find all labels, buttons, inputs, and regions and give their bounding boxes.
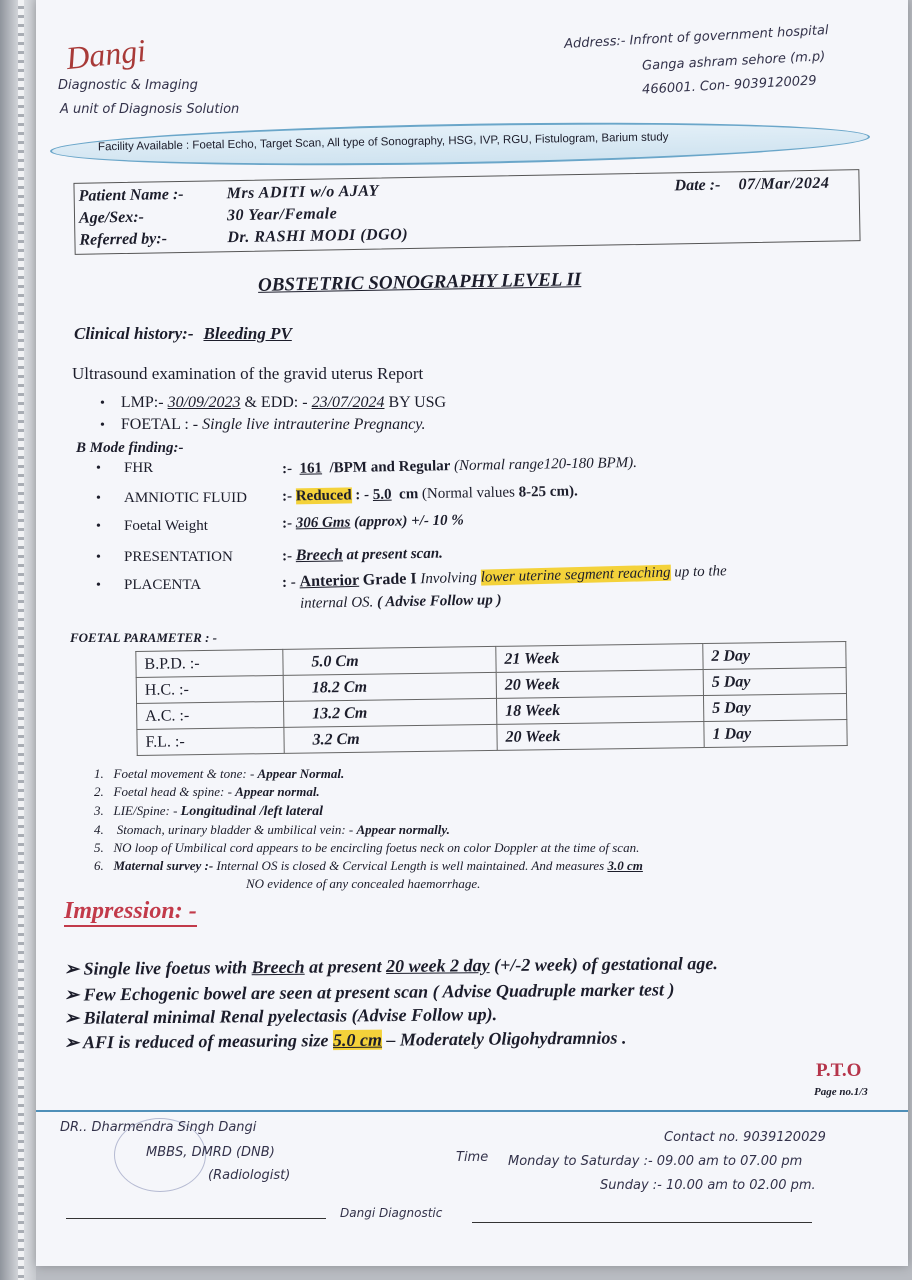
report-sheet bbox=[36, 0, 908, 1266]
note-2 bbox=[94, 784, 320, 800]
measure-cell: 13.2 Cm bbox=[284, 698, 497, 727]
fhr-row: • FHR bbox=[96, 460, 154, 476]
age-sex: 30 Year/Female bbox=[226, 205, 338, 225]
fhr-prefix: :- bbox=[281, 460, 293, 478]
day-cell: 5 Day bbox=[703, 668, 846, 696]
placenta-row: • PLACENTA bbox=[96, 577, 202, 593]
note-label: NO loop of Umbilical cord appears to be encircling foetus neck on color Doppler at the time of scan. bbox=[113, 840, 640, 855]
note-value: Internal OS is closed & Cervical Length is well maintained. And measures bbox=[216, 858, 605, 873]
afi-status: Reduced bbox=[295, 487, 352, 505]
afi-value-line bbox=[282, 483, 578, 505]
lmp-label: LMP:- bbox=[120, 394, 164, 411]
edd-suffix: BY USG bbox=[388, 394, 447, 411]
week-cell: 20 Week bbox=[497, 722, 704, 751]
afi-sep: : - bbox=[355, 487, 370, 504]
placenta-highlight: lower uterine segment reaching bbox=[480, 564, 671, 586]
exam-intro: Ultrasound examination of the gravid uterus Report bbox=[72, 364, 424, 383]
imp1-mid: at present bbox=[309, 956, 382, 977]
clinic-logo: Dangi bbox=[64, 31, 148, 77]
note-label: Maternal survey :- bbox=[113, 858, 214, 873]
address-line-2: Ganga ashram sehore (m.p) bbox=[641, 49, 826, 74]
placenta-line2 bbox=[300, 592, 502, 613]
placenta-advise: ( Advise Follow up ) bbox=[376, 592, 502, 611]
foetal-line: • FOETAL : - Single live intrauterine Pregnancy. bbox=[100, 416, 426, 433]
imp1-gestational-age: 20 week 2 day bbox=[386, 955, 490, 977]
measure-cell: 18.2 Cm bbox=[283, 672, 496, 701]
note-4 bbox=[94, 822, 450, 838]
note-3 bbox=[94, 803, 323, 820]
pto-label: P.T.O bbox=[816, 1060, 862, 1081]
fhr-note: (Normal range120-180 BPM). bbox=[453, 454, 638, 475]
binder-strip bbox=[18, 0, 24, 1280]
binder-edge bbox=[0, 0, 36, 1280]
imp4-post: – Moderately Oligohydramnios . bbox=[386, 1027, 627, 1050]
date-label: Date :- bbox=[674, 176, 721, 195]
note-5 bbox=[94, 840, 639, 856]
fhr-value-line bbox=[282, 455, 637, 478]
imp1-presentation: Breech bbox=[251, 956, 305, 978]
presentation-value: Breech bbox=[295, 546, 344, 565]
placenta-prefix: : - bbox=[281, 574, 297, 591]
lmp-edd-line: • LMP:- 30/09/2023 & EDD: - 23/07/2024 BY USG bbox=[100, 394, 447, 411]
imp1-post: (+/-2 week) of gestational age. bbox=[494, 953, 718, 976]
week-cell: 18 Week bbox=[496, 696, 703, 725]
placenta-label: PLACENTA bbox=[124, 577, 202, 593]
note-number: 3. bbox=[94, 803, 104, 818]
param-cell: A.C. :- bbox=[137, 701, 284, 729]
day-cell: 1 Day bbox=[704, 720, 847, 748]
fhr-label: FHR bbox=[124, 460, 154, 476]
referred-by: Dr. RASHI MODI (DGO) bbox=[227, 226, 409, 247]
patient-info-box bbox=[73, 169, 860, 255]
foetal-label: FOETAL : - bbox=[120, 416, 199, 433]
note-label: LIE/Spine: - bbox=[113, 803, 178, 818]
time-label: Time bbox=[456, 1150, 489, 1165]
note-value: Appear Normal. bbox=[257, 766, 345, 781]
fhr-value: 161 bbox=[299, 460, 323, 477]
note-value: Appear normally. bbox=[356, 822, 450, 837]
note-6 bbox=[94, 858, 643, 874]
impression-item-4: ➢ AFI is reduced of measuring size 5.0 cm – Moderately Oligohydramnios . bbox=[63, 1027, 627, 1053]
placenta-value-line bbox=[282, 562, 727, 592]
note-label: Foetal head & spine: - bbox=[113, 784, 232, 799]
measure-cell: 3.2 Cm bbox=[284, 724, 497, 753]
footer-line bbox=[472, 1222, 812, 1223]
placenta-rest: up to the bbox=[674, 563, 727, 581]
edd-label: & EDD: - bbox=[244, 394, 308, 411]
note-1 bbox=[94, 766, 344, 782]
patient-name-label: Patient Name :- bbox=[78, 185, 184, 205]
note-value: Longitudinal /left lateral bbox=[180, 804, 324, 819]
param-cell: B.P.D. :- bbox=[136, 649, 283, 677]
imp1-pre: Single live foetus with bbox=[83, 957, 248, 979]
weight-prefix: :- bbox=[281, 515, 293, 532]
note-label: Stomach, urinary bladder & umbilical vein: - bbox=[116, 822, 354, 837]
afi-note: (Normal values bbox=[421, 484, 516, 503]
cervical-length: 3.0 cm bbox=[607, 858, 643, 873]
presentation-label: PRESENTATION bbox=[124, 549, 233, 565]
presentation-prefix: :- bbox=[281, 548, 293, 565]
edd-value: 23/07/2024 bbox=[311, 394, 385, 411]
note-number: 5. bbox=[94, 840, 104, 855]
foetal-value: Single live intrauterine Pregnancy. bbox=[202, 416, 426, 433]
presentation-value-line bbox=[282, 545, 443, 566]
age-sex-label: Age/Sex:- bbox=[78, 208, 145, 227]
foetal-parameter-label: FOETAL PARAMETER : - bbox=[70, 630, 217, 645]
page-number: Page no.1/3 bbox=[814, 1086, 868, 1098]
imp2-text: Few Echogenic bowel are seen at present scan ( Advise Quadruple marker test ) bbox=[83, 979, 675, 1005]
signature-line bbox=[66, 1218, 326, 1219]
note-number: 4. bbox=[94, 822, 104, 837]
weight-value-line bbox=[282, 512, 464, 532]
note-number: 2. bbox=[94, 784, 104, 799]
contact-number: Contact no. 9039120029 bbox=[664, 1130, 826, 1145]
afi-prefix: :- bbox=[281, 488, 293, 505]
clinical-history bbox=[74, 324, 292, 344]
note-value: Appear normal. bbox=[235, 784, 320, 799]
placenta-os: internal OS. bbox=[299, 594, 374, 612]
report-date: 07/Mar/2024 bbox=[738, 174, 830, 194]
afi-value: 5.0 bbox=[372, 486, 392, 503]
presentation-row: • PRESENTATION bbox=[96, 549, 233, 565]
placenta-grade: Grade I bbox=[362, 570, 417, 589]
doctor-role: (Radiologist) bbox=[208, 1168, 291, 1183]
clinical-value: Bleeding PV bbox=[203, 324, 292, 343]
clinic-subtagline: A unit of Diagnosis Solution bbox=[60, 102, 240, 117]
note-6-line2: NO evidence of any concealed haemorrhage. bbox=[246, 876, 481, 891]
weight-value: 306 Gms bbox=[295, 514, 351, 532]
lmp-value: 30/09/2023 bbox=[167, 394, 241, 411]
weight-note: (approx) +/- 10 % bbox=[353, 512, 465, 531]
weight-row: • Foetal Weight bbox=[96, 518, 208, 534]
address-line-3: 466001. Con- 9039120029 bbox=[641, 73, 817, 98]
impression-item-2: ➢ Few Echogenic bowel are seen at present scan ( Advise Quadruple marker test ) bbox=[63, 979, 675, 1005]
impression-item-1: ➢ Single live foetus with Breech at present 20 week 2 day (+/-2 week) of gestational age. bbox=[63, 953, 718, 979]
param-cell: H.C. :- bbox=[136, 675, 283, 703]
doctor-qualifications: MBBS, DMRD (DNB) bbox=[146, 1145, 275, 1160]
facility-banner bbox=[50, 117, 871, 171]
weekday-hours: Monday to Saturday :- 09.00 am to 07.00 pm bbox=[508, 1154, 803, 1169]
fhr-unit: /BPM and Regular bbox=[329, 458, 451, 477]
footer-divider bbox=[36, 1110, 908, 1112]
week-cell: 21 Week bbox=[496, 644, 703, 673]
week-cell: 20 Week bbox=[496, 670, 703, 699]
day-cell: 5 Day bbox=[703, 694, 846, 722]
clinical-label: Clinical history:- bbox=[74, 324, 194, 343]
referred-label: Referred by:- bbox=[79, 230, 168, 249]
afi-row: • AMNIOTIC FLUID bbox=[96, 490, 247, 506]
imp4-afi-highlight: 5.0 cm bbox=[332, 1029, 383, 1051]
placenta-value: Anterior bbox=[299, 571, 360, 591]
note-number: 1. bbox=[94, 766, 104, 781]
address-line-1: Address:- Infront of government hospital bbox=[563, 23, 829, 52]
afi-unit: cm bbox=[398, 486, 419, 503]
afi-range: 8-25 cm). bbox=[518, 483, 578, 501]
impression-title: Impression: - bbox=[64, 898, 197, 927]
weight-label: Foetal Weight bbox=[124, 518, 208, 534]
sunday-hours: Sunday :- 10.00 am to 02.00 pm. bbox=[600, 1178, 816, 1193]
facility-text: Facility Available : Foetal Echo, Target Scan, All type of Sonography, HSG, IVP, RGU, Fistulogram, Barium study bbox=[97, 131, 669, 154]
measure-cell: 5.0 Cm bbox=[283, 646, 496, 675]
bmode-label: B Mode finding:- bbox=[76, 440, 184, 456]
imp4-pre: AFI is reduced of measuring size bbox=[82, 1030, 329, 1053]
imp3-text: Bilateral minimal Renal pyelectasis (Advise Follow up). bbox=[83, 1004, 498, 1028]
param-cell: F.L. :- bbox=[137, 727, 284, 755]
patient-name: Mrs ADITI w/o AJAY bbox=[226, 182, 380, 203]
note-label: Foetal movement & tone: - bbox=[113, 766, 255, 781]
foetal-parameter-table bbox=[135, 641, 847, 756]
doctor-name: DR.. Dharmendra Singh Dangi bbox=[60, 1120, 257, 1135]
note-number: 6. bbox=[94, 858, 104, 873]
clinic-signature-name: Dangi Diagnostic bbox=[340, 1206, 443, 1220]
day-cell: 2 Day bbox=[703, 642, 846, 670]
report-title: OBSTETRIC SONOGRAPHY LEVEL II bbox=[257, 269, 582, 296]
clinic-tagline: Diagnostic & Imaging bbox=[58, 78, 198, 93]
afi-label: AMNIOTIC FLUID bbox=[124, 490, 247, 506]
presentation-note: at present scan. bbox=[346, 545, 444, 564]
impression-item-3: ➢ Bilateral minimal Renal pyelectasis (Advise Follow up). bbox=[63, 1004, 498, 1028]
placenta-involving: Involving bbox=[420, 569, 478, 588]
